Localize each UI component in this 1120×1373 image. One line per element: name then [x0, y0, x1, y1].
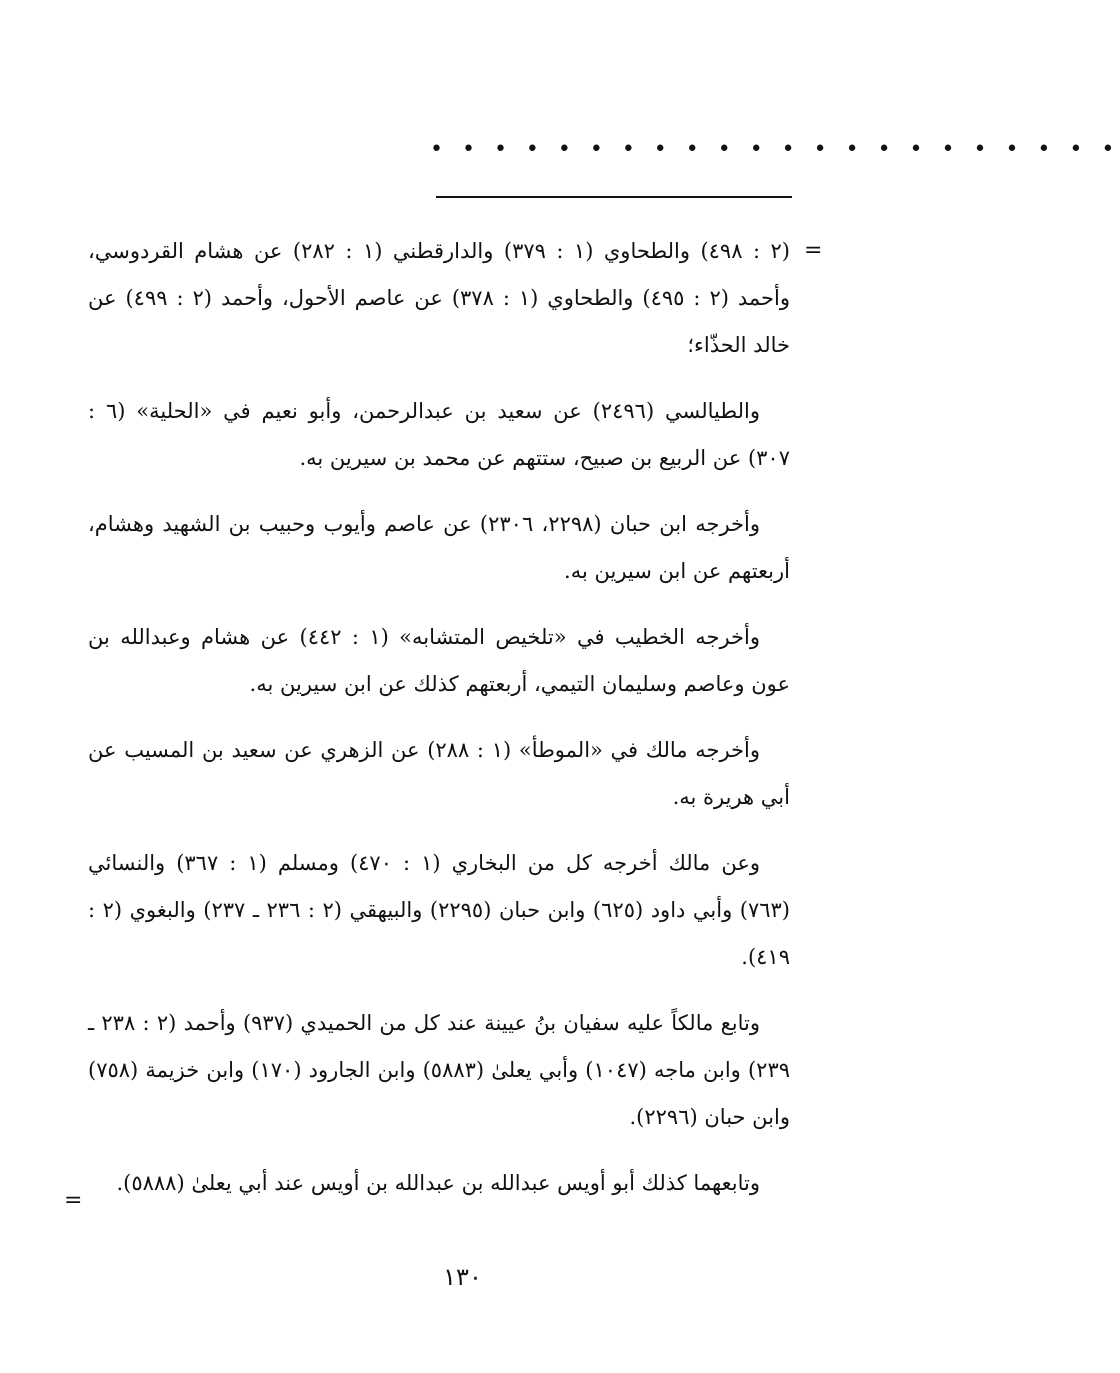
footnote-paragraph-1: (٢ : ٤٩٨) والطحاوي (١ : ٣٧٩) والدارقطني (١ : ٢٨٢) عن هشام القردوسي، وأحمد (٢ : ٤٩٥) والطحاوي (١ : ٣٧٨) عن عاصم الأحول، وأحمد (٢ : ٤٩٩) عن خالد الحذّاء؛ [88, 239, 790, 357]
footnote-paragraph-6: وعن مالك أخرجه كل من البخاري (١ : ٤٧٠) ومسلم (١ : ٣٦٧) والنسائي (٧٦٣) وأبي داود (٦٢٥) وابن حبان (٢٢٩٥) والبيهقي (٢ : ٢٣٦ ـ ٢٣٧) والبغوي (٢ : ٤١٩). [88, 851, 790, 969]
header-dots-ornament: • • • • • • • • • • • • • • • • • • • • • • [430, 137, 1120, 162]
continuation-mark-top: = [804, 238, 823, 263]
footnote-body [88, 228, 790, 1226]
footnote-paragraph-3: وأخرجه ابن حبان (٢٢٩٨، ٢٣٠٦) عن عاصم وأيوب وحبيب بن الشهيد وهشام، أربعتهم عن ابن سيرين به. [88, 512, 790, 583]
page-number: ١٣٠ [443, 1263, 482, 1291]
footnote-paragraph-8: وتابعهما كذلك أبو أويس عبدالله بن عبدالله بن أويس عند أبي يعلىٰ (٥٨٨٨). [116, 1171, 760, 1195]
footnote-paragraph-7: وتابع مالكاً عليه سفيان بنُ عيينة عند كل من الحميدي (٩٣٧) وأحمد (٢ : ٢٣٨ ـ ٢٣٩) وابن ماجه (١٠٤٧) وأبي يعلىٰ (٥٨٨٣) وابن الجارود (١٧٠) وابن خزيمة (٧٥٨) وابن حبان (٢٢٩٦). [88, 1011, 791, 1129]
footnote-paragraph-5: وأخرجه مالك في «الموطأ» (١ : ٢٨٨) عن الزهري عن سعيد بن المسيب عن أبي هريرة به. [88, 738, 790, 809]
footnote-separator-rule [436, 196, 792, 198]
footnote-paragraph-4: وأخرجه الخطيب في «تلخيص المتشابه» (١ : ٤٤٢) عن هشام وعبدالله بن عون وعاصم وسليمان التيمي، أربعتهم كذلك عن ابن سيرين به. [88, 625, 790, 696]
footnote-paragraph-2: والطيالسي (٢٤٩٦) عن سعيد بن عبدالرحمن، وأبو نعيم في «الحلية» (٦ : ٣٠٧) عن الربيع بن صبيح، ستتهم عن محمد بن سيرين به. [88, 399, 790, 470]
continuation-mark-bottom: = [64, 1188, 83, 1213]
